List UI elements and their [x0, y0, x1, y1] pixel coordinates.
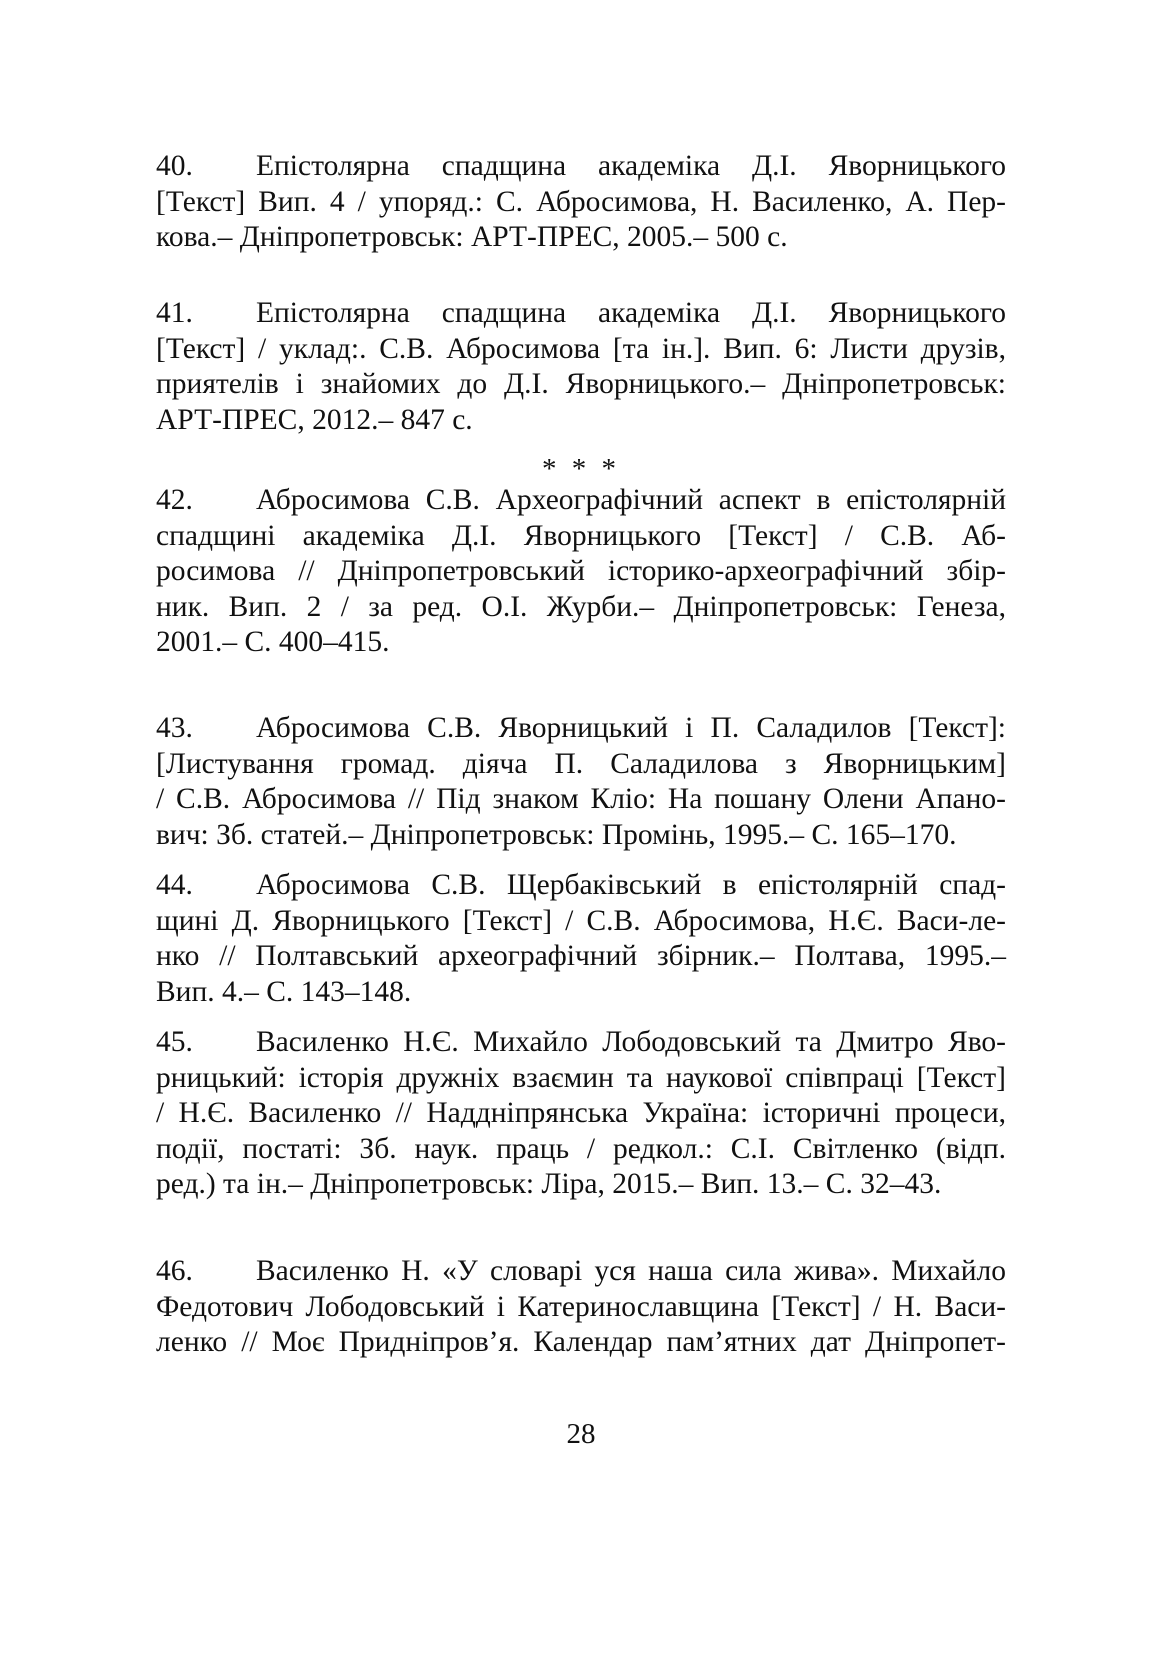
entry-number: 45.: [156, 1026, 193, 1058]
entry-line: події, постаті: Зб. наук. праць / редкол.: С.І. Світленко (відп.: [156, 1132, 1006, 1165]
entry-line: нко // Полтавський археографічний збірник.– Полтава, 1995.–: [156, 940, 1006, 972]
entry-line: спадщині академіка Д.І. Яворницького [Текст] / С.В. Аб-: [156, 519, 1006, 552]
entry-line: [156, 711, 1006, 747]
section-separator: * * *: [542, 453, 620, 485]
bibliography-entry-44: [156, 868, 1006, 1010]
entry-text: Абросимова С.В. Археографічний аспект в епістолярній: [256, 484, 1006, 516]
entry-line: / С.В. Абросимова // Під знаком Кліо: На пошану Олени Апано-: [156, 783, 1006, 815]
entry-line: [156, 1254, 1006, 1290]
entry-number: 40.: [156, 150, 193, 182]
entry-line: ленко // Моє Придніпров’я. Календар пам’ятних дат Дніпропет-: [156, 1326, 1006, 1358]
entry-line: росимова // Дніпропетровський історико-археографічний збір-: [156, 555, 1006, 587]
entry-line: [156, 868, 1006, 904]
entry-line: [156, 296, 1006, 332]
entry-line: [Листування громад. діяча П. Саладилова з Яворницьким]: [156, 747, 1006, 780]
entry-line: / Н.Є. Василенко // Наддніпрянська Україна: історичні процеси,: [156, 1097, 1006, 1129]
entry-text: Епістолярна спадщина академіка Д.І. Яворницького: [256, 297, 1006, 329]
entry-number: 43.: [156, 712, 193, 744]
entry-line: приятелів і знайомих до Д.І. Яворницького.– Дніпропетровськ:: [156, 368, 1006, 400]
entry-text: Абросимова С.В. Яворницький і П. Саладилов [Текст]:: [256, 712, 1006, 744]
entry-text: Абросимова С.В. Щербаківський в епістолярній спад-: [256, 869, 1006, 901]
entry-line: [156, 1025, 1006, 1061]
entry-line: АРТ-ПРЕС, 2012.– 847 с.: [156, 403, 473, 436]
entry-number: 42.: [156, 484, 193, 516]
entry-line: [Текст] / уклад:. С.В. Абросимова [та ін.]. Вип. 6: Листи друзів,: [156, 332, 1006, 365]
entry-line: [156, 149, 1006, 185]
bibliography-entry-41: [156, 296, 1006, 438]
page-number: 28: [566, 1418, 596, 1450]
entry-line: [156, 483, 1006, 519]
entry-line: вич: Зб. статей.– Дніпропетровськ: Промінь, 1995.– С. 165–170.: [156, 818, 957, 851]
bibliography-entry-40: [156, 149, 1006, 256]
bibliography-entry-43: [156, 711, 1006, 853]
entry-line: [Текст] Вип. 4 / упоряд.: С. Абросимова, Н. Василенко, А. Пер-: [156, 185, 1006, 218]
entry-number: 41.: [156, 297, 193, 329]
entry-line: Федотович Лободовський і Катеринославщина [Текст] / Н. Васи-: [156, 1290, 1006, 1323]
entry-line: Вип. 4.– С. 143–148.: [156, 975, 412, 1008]
entry-line: рницький: історія дружніх взаємин та наукової співпраці [Текст]: [156, 1061, 1006, 1094]
entry-number: 46.: [156, 1255, 193, 1287]
entry-number: 44.: [156, 869, 193, 901]
entry-text: Василенко Н.Є. Михайло Лободовський та Дмитро Яво-: [256, 1026, 1006, 1058]
bibliography-entry-45: [156, 1025, 1006, 1203]
entry-line: ред.) та ін.– Дніпропетровськ: Ліра, 2015.– Вип. 13.– С. 32–43.: [156, 1168, 942, 1200]
entry-line: 2001.– С. 400–415.: [156, 626, 390, 658]
bibliography-entry-46: [156, 1254, 1006, 1361]
entry-line: щині Д. Яворницького [Текст] / С.В. Абросимова, Н.Є. Васи-ле-: [156, 904, 1006, 937]
entry-text: Епістолярна спадщина академіка Д.І. Яворницького: [256, 150, 1006, 182]
entry-line: кова.– Дніпропетровськ: АРТ-ПРЕС, 2005.– 500 с.: [156, 221, 788, 253]
entry-text: Василенко Н. «У словарі уся наша сила жива». Михайло: [256, 1255, 1006, 1287]
bibliography-entry-42: [156, 483, 1006, 661]
entry-line: ник. Вип. 2 / за ред. О.І. Журби.– Дніпропетровськ: Генеза,: [156, 590, 1006, 623]
